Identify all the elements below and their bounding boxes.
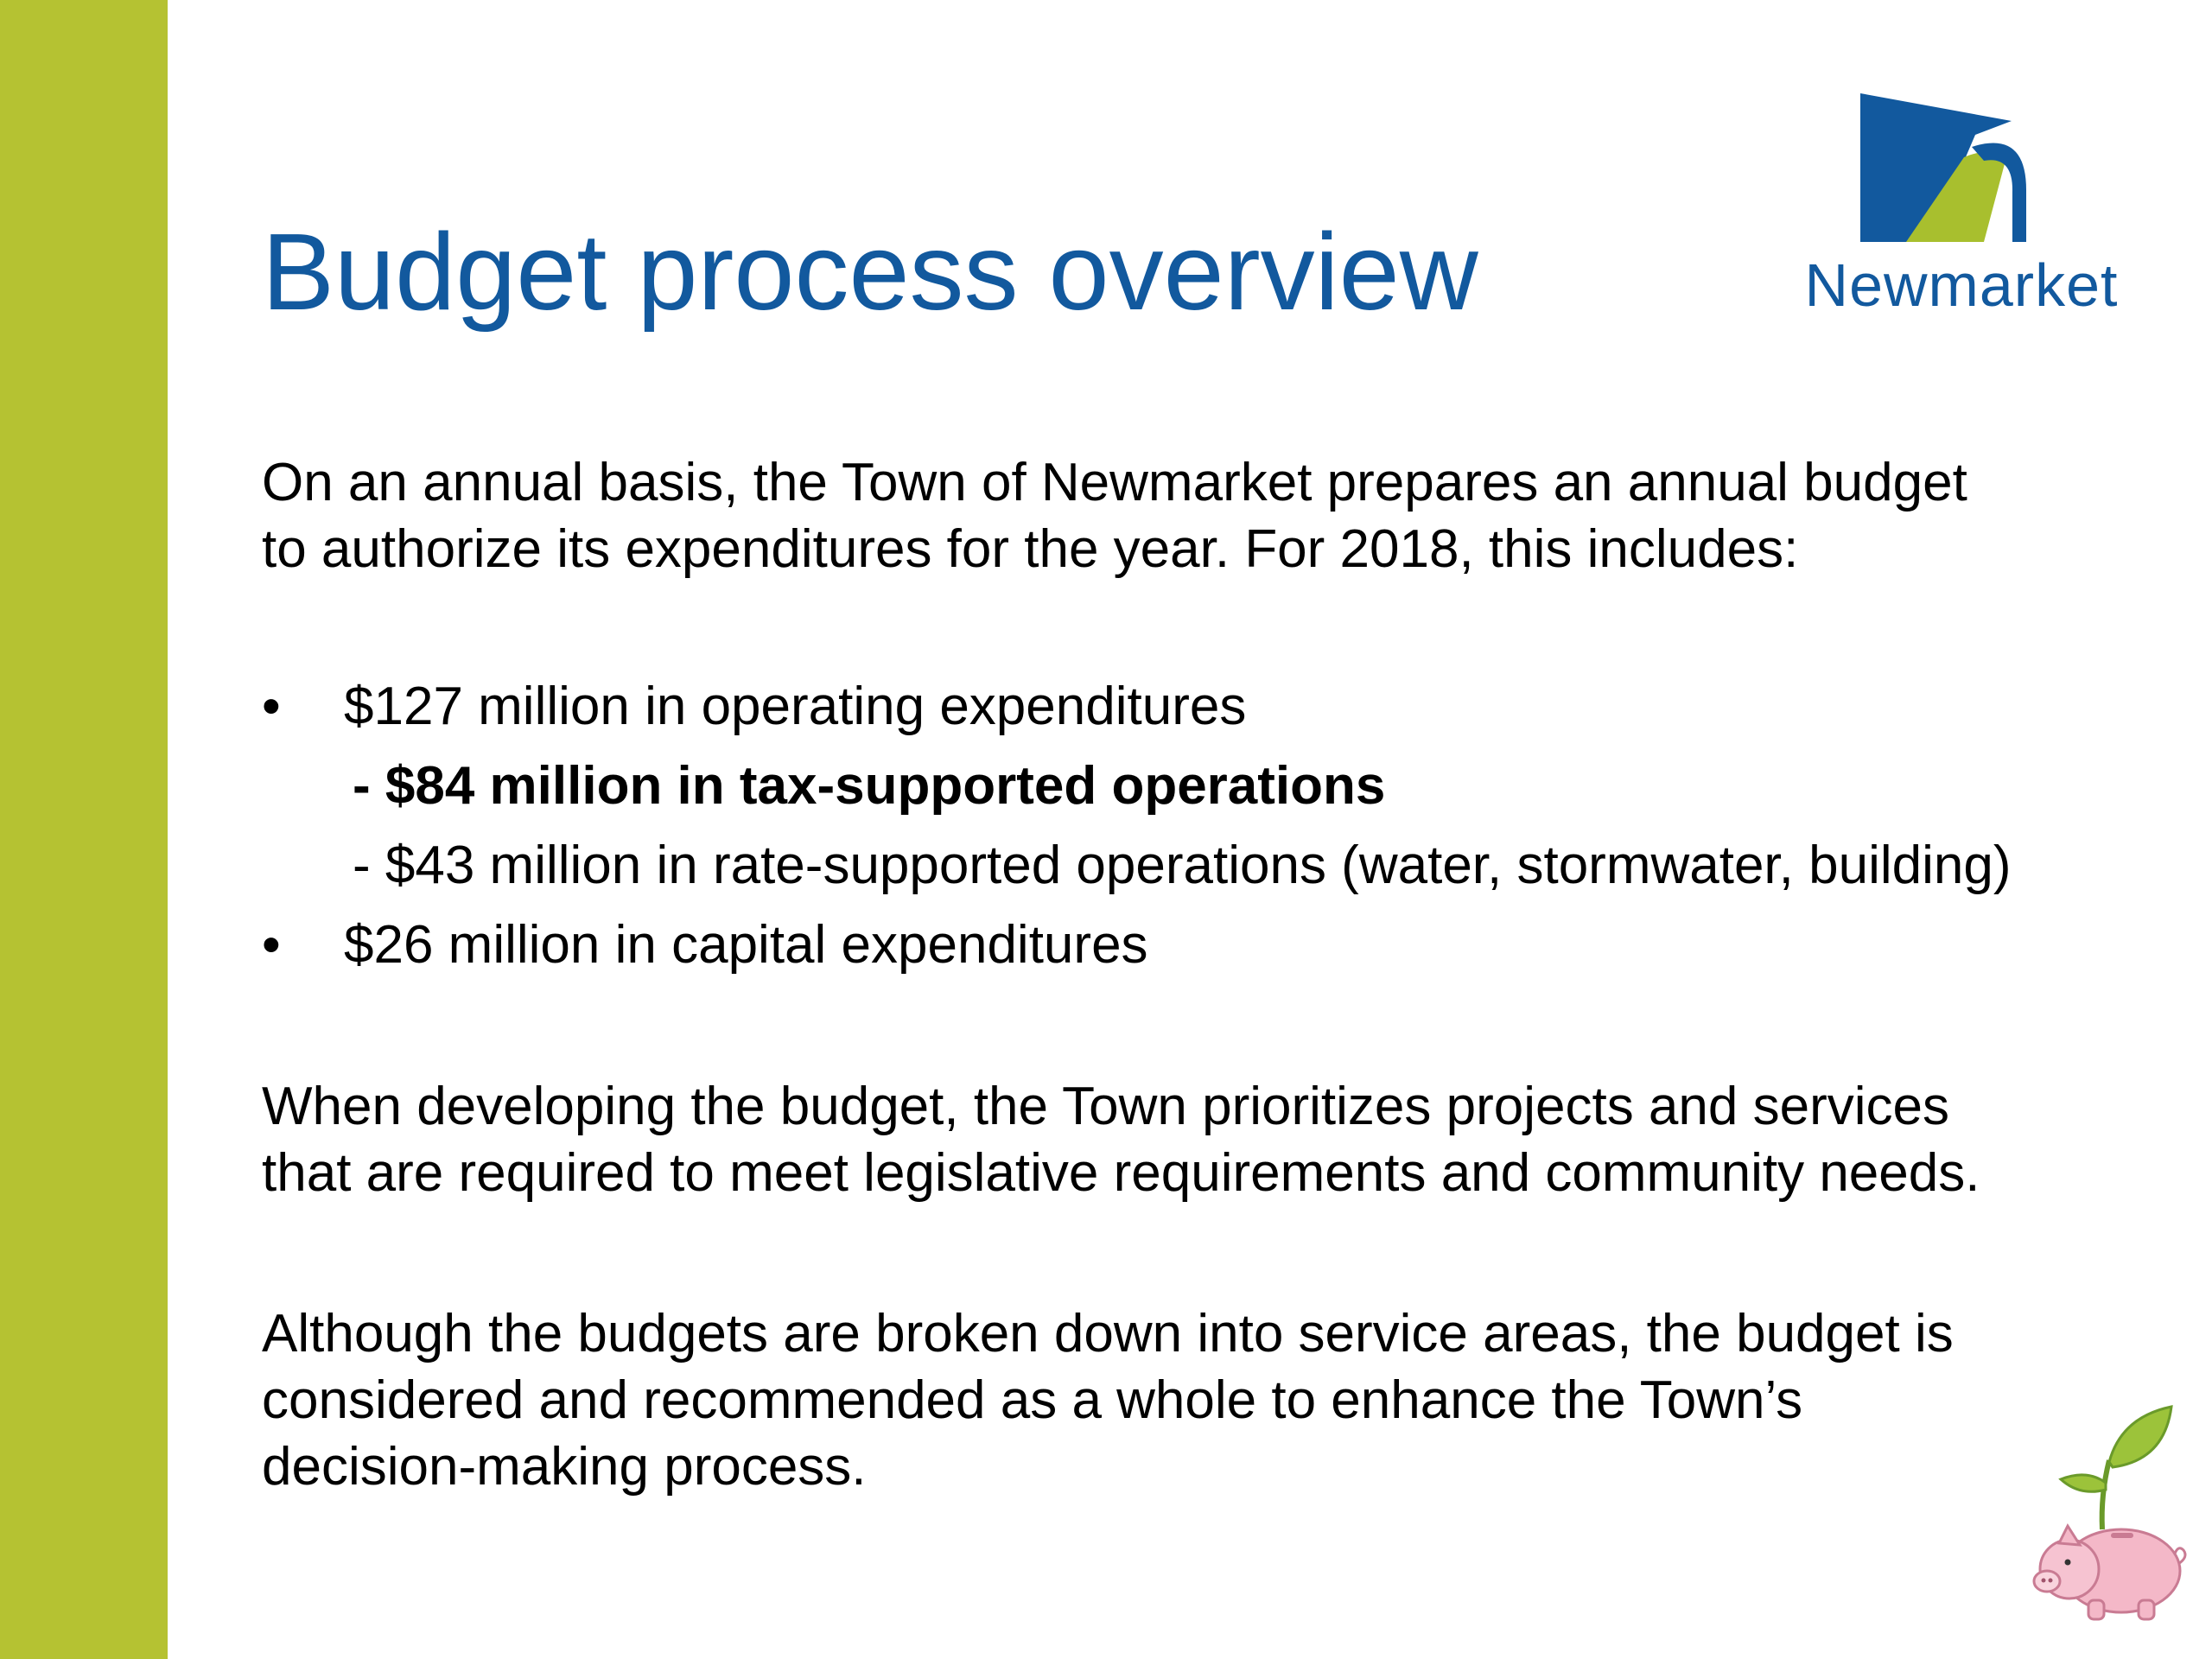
intro-line: to authorize its expenditures for the year. For 2018, this includes:	[262, 519, 1799, 579]
whole-budget-paragraph	[262, 1300, 1954, 1500]
list-item-text: $127 million in operating expenditures	[344, 677, 1247, 736]
priorities-line: that are required to meet legislative requirements and community needs.	[262, 1143, 1980, 1203]
priorities-paragraph	[262, 1073, 1980, 1206]
newmarket-logo	[1780, 86, 2143, 328]
slide-title: Budget process overview	[262, 211, 1478, 333]
intro-line: On an annual basis, the Town of Newmarket prepares an annual budget	[262, 453, 1967, 512]
list-item-text: $26 million in capital expenditures	[344, 915, 1148, 975]
whole-budget-line: decision-making process.	[262, 1437, 867, 1497]
bullet-marker: •	[262, 677, 281, 736]
logo-mark-icon	[1780, 86, 2143, 251]
logo-wordmark: Newmarket	[1804, 251, 2119, 319]
priorities-line: When developing the budget, the Town prioritizes projects and services	[262, 1077, 1949, 1136]
whole-budget-line: considered and recommended as a whole to enhance the Town’s	[262, 1370, 1803, 1430]
accent-side-bar	[0, 0, 168, 1659]
piggy-bank-sprout-icon	[2026, 1400, 2190, 1624]
list-subitem-text: - $84 million in tax-supported operations	[353, 756, 1386, 816]
intro-paragraph	[262, 449, 1967, 582]
bullet-marker: •	[262, 915, 281, 975]
whole-budget-line: Although the budgets are broken down into service areas, the budget is	[262, 1304, 1954, 1363]
list-subitem-text: - $43 million in rate-supported operations (water, stormwater, building)	[353, 836, 2012, 895]
